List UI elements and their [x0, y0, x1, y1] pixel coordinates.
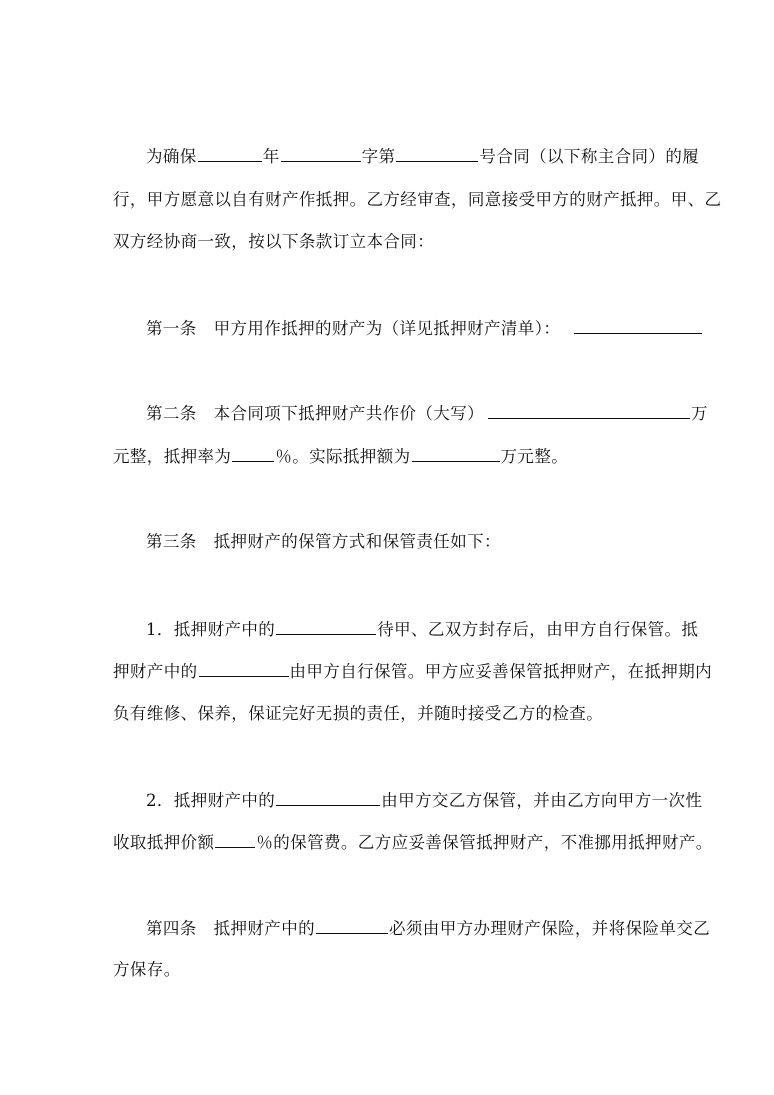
custody-fee-rate-blank [215, 832, 255, 848]
article-2-line-1 [146, 403, 708, 424]
intro-text: 号合同（以下称主合同）的履 [479, 147, 700, 166]
self-kept-property-blank [199, 661, 289, 677]
article-3-heading: 第三条 抵押财产的保管方式和保管责任如下： [146, 532, 501, 551]
item-2-text: 收取抵押价额 [113, 833, 215, 852]
year-blank [198, 146, 262, 162]
item-1-text: 由甲方自行保管。甲方应妥善保管抵押财产，在抵押期内 [289, 662, 712, 681]
character-blank [281, 146, 361, 162]
valuation-blank [488, 403, 690, 419]
article-2-line-2 [113, 446, 568, 467]
item-1-text: 1．抵押财产中的 [146, 620, 276, 639]
intro-text: 年 [262, 147, 280, 166]
intro-text: 为确保 [146, 147, 197, 166]
mortgage-rate-blank [232, 446, 274, 462]
article-4-text: 第四条 抵押财产中的 [146, 919, 315, 938]
intro-line-3: 双方经协商一致，按以下条款订立本合同： [113, 232, 435, 251]
article-1 [146, 318, 703, 339]
article-4-line-2: 方保存。 [113, 960, 181, 979]
transferred-property-blank [276, 790, 380, 806]
article-3-item-2-line-2 [113, 832, 713, 853]
article-2-text: 万 [691, 404, 708, 423]
article-4-line-1 [146, 918, 710, 939]
article-2-text: 万元整。 [500, 447, 569, 466]
article-3-item-1-line-3: 负有维修、保养，保证完好无损的责任，并随时接受乙方的检查。 [113, 704, 604, 723]
article-2-text: ％。实际抵押额为 [275, 447, 411, 466]
item-1-text: 押财产中的 [113, 662, 198, 681]
mortgage-amount-blank [412, 446, 500, 462]
article-2-text: 元整，抵押率为 [113, 447, 232, 466]
intro-line-2: 行，甲方愿意以自有财产作抵押。乙方经审查，同意接受甲方的财产抵押。甲、乙 [113, 190, 722, 209]
contract-number-blank [396, 146, 478, 162]
article-3-item-2-line-1 [146, 790, 702, 811]
intro-text: 字第 [361, 147, 396, 166]
intro-line-1 [146, 146, 699, 167]
item-2-text: ％的保管费。乙方应妥善保管抵押财产，不准挪用抵押财产。 [256, 833, 713, 852]
item-2-text: 由甲方交乙方保管，并由乙方向甲方一次性 [381, 791, 703, 810]
article-3-item-1-line-2 [113, 661, 712, 682]
item-1-text: 待甲、乙双方封存后，由甲方自行保管。抵 [377, 620, 699, 639]
article-2-text: 第二条 本合同项下抵押财产共作价（大写） [146, 404, 484, 423]
item-2-text: 2．抵押财产中的 [146, 791, 276, 810]
article-3-item-1-line-1 [146, 619, 698, 640]
article-1-text: 第一条 甲方用作抵押的财产为（详见抵押财产清单）： [146, 319, 561, 338]
article-4-text: 必须由甲方办理财产保险，并将保险单交乙 [389, 919, 711, 938]
property-blank [574, 318, 702, 334]
sealed-property-blank [276, 619, 376, 635]
insured-property-blank [316, 918, 388, 934]
